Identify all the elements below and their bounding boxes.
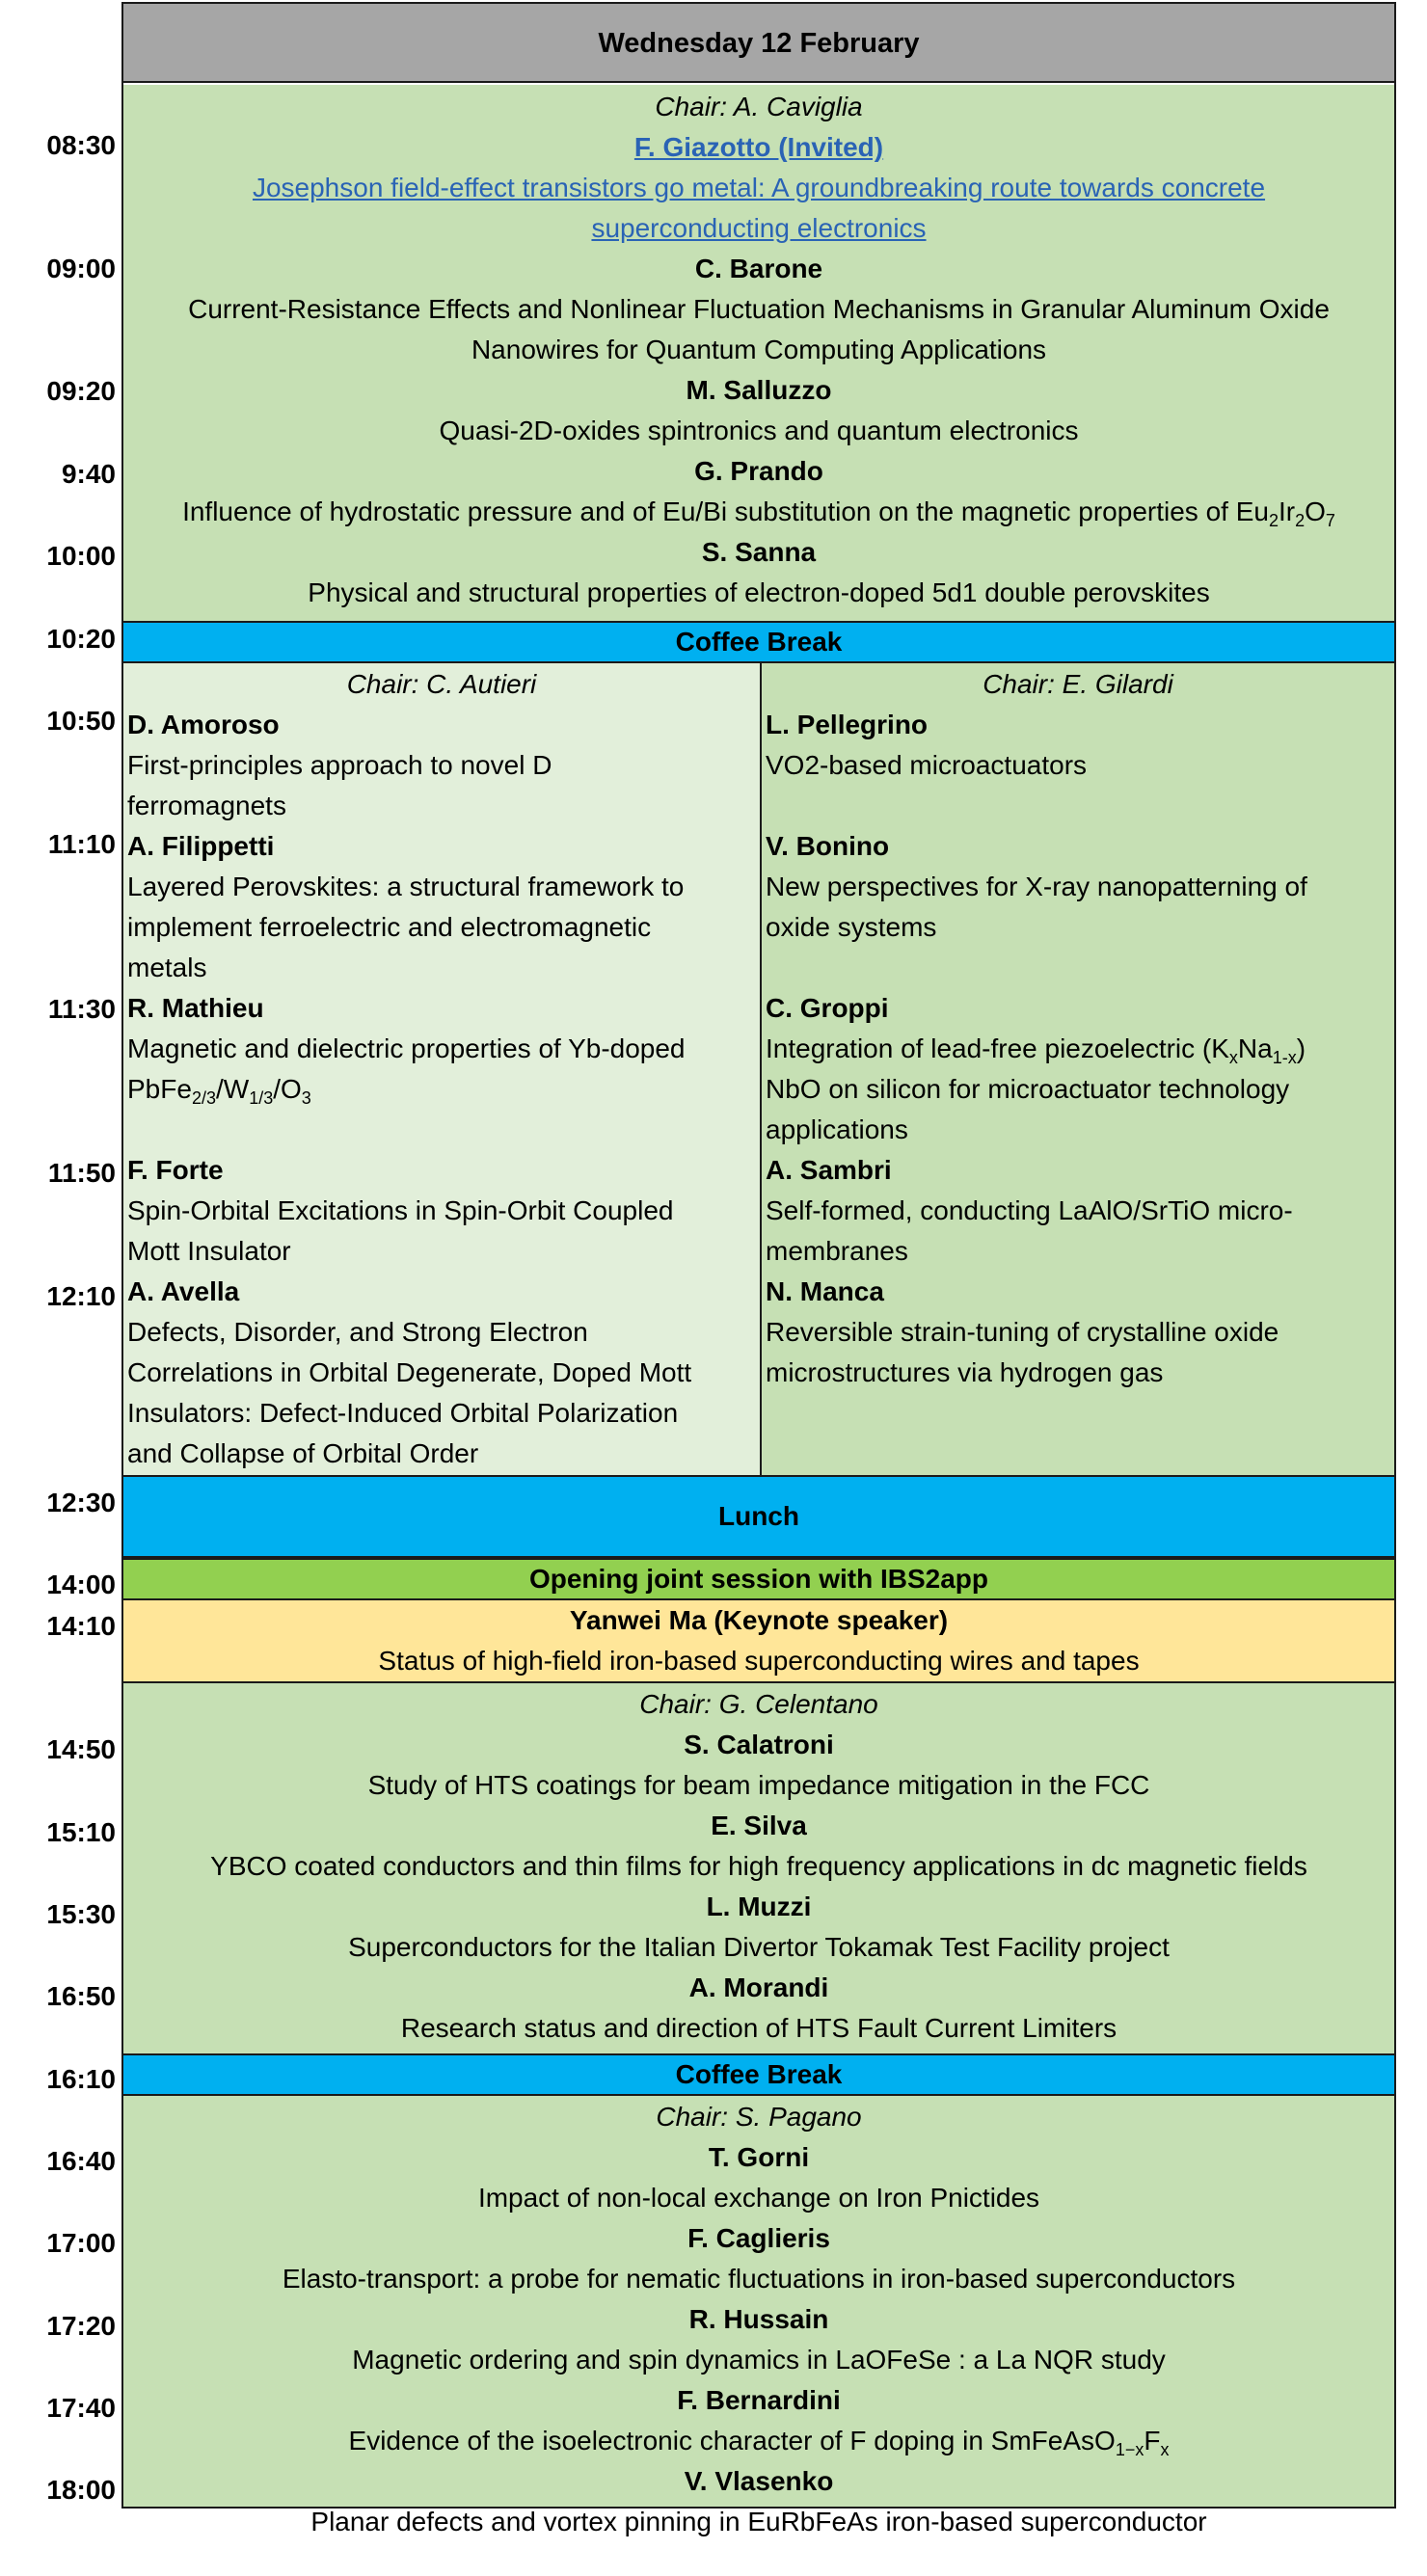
time-label: 16:50 [46, 1981, 116, 2011]
schedule-table [121, 2, 1396, 2536]
talk-title: First-principles approach to novel D [127, 750, 552, 780]
talk-speaker: N. Manca [766, 1276, 884, 1306]
talk-speaker: M. Salluzzo [686, 375, 832, 405]
talk-title: applications [766, 1114, 908, 1144]
session-morning [123, 85, 1394, 621]
talk-title: Superconductors for the Italian Divertor Tokamak Test Facility project [348, 1932, 1170, 1962]
time-label: 12:10 [46, 1281, 116, 1311]
talk-speaker: A. Filippetti [127, 831, 275, 861]
talk-speaker: V. Vlasenko [684, 2466, 834, 2496]
talk-title: Influence of hydrostatic pressure and of Eu/Bi substitution on the magnetic properties of $Eu_2Ir_2O_7$ [182, 496, 1335, 530]
session-chair: Chair: S. Pagano [656, 2102, 862, 2132]
talk-title: Quasi-2D-oxides spintronics and quantum electronics [439, 416, 1079, 445]
session-chair: Chair: G. Celentano [639, 1689, 878, 1719]
parallel-left [123, 663, 762, 1475]
time-label: 12:30 [46, 1488, 116, 1517]
talk-title: New perspectives for X-ray nanopatterning of [766, 872, 1307, 901]
keynote-title: Status of high-field iron-based superconducting wires and tapes [378, 1646, 1140, 1676]
talk-title: VO2-based microactuators [766, 750, 1088, 780]
blank-line [762, 948, 1394, 988]
time-label: 10:50 [46, 706, 116, 736]
talk-title: Insulators: Defect-Induced Orbital Polarization [127, 1398, 679, 1428]
time-label: 16:40 [46, 2146, 116, 2176]
talk-speaker: A. Sambri [766, 1155, 892, 1185]
talk-title-link[interactable]: superconducting electronics [591, 213, 927, 243]
time-label: 18:00 [46, 2475, 116, 2505]
blank-line [123, 1110, 760, 1150]
parallel-right [762, 663, 1394, 1475]
talk-speaker: F. Forte [127, 1155, 224, 1185]
talk-speaker: R. Mathieu [127, 993, 264, 1023]
talk-title: Self-formed, conducting LaAlO/SrTiO micro- [766, 1195, 1293, 1225]
keynote-speaker: Yanwei Ma (Keynote speaker) [569, 1605, 949, 1635]
talk-title: oxide systems [766, 912, 937, 942]
talk-speaker: S. Calatroni [684, 1730, 834, 1759]
time-label: 11:50 [47, 1158, 116, 1188]
talk-title: Spin-Orbital Excitations in Spin-Orbit Coupled [127, 1195, 674, 1225]
session-evening [123, 2096, 1394, 2536]
talk-title: Evidence of the isoelectronic character of F doping in $SmFeAsO_{1-x}F_x$ [348, 2426, 1170, 2459]
session-chair: Chair: C. Autieri [346, 669, 537, 699]
time-label: 14:00 [46, 1570, 116, 1599]
coffee-break: Coffee Break [123, 621, 1394, 663]
time-label: 11:30 [47, 994, 116, 1024]
talk-title: Mott Insulator [127, 1236, 291, 1266]
talk-speaker: S. Sanna [701, 537, 817, 567]
time-label: 11:10 [47, 829, 116, 859]
talk-title: Integration of lead-free piezoelectric $(K_xNa_{1-x})$ [766, 1033, 1306, 1067]
time-label: 16:10 [46, 2064, 116, 2094]
talk-title: Elasto-transport: a probe for nematic fluctuations in iron-based superconductors [282, 2264, 1236, 2294]
talk-speaker: R. Hussain [688, 2304, 829, 2334]
time-label: 10:20 [46, 624, 116, 654]
talk-title: $PbFe_{2/3}/W_{1/3}/O_3$ [127, 1074, 311, 1108]
lunch-break: Lunch [123, 1475, 1394, 1558]
talk-title: YBCO coated conductors and thin films for high frequency applications in dc magnetic fields [210, 1851, 1307, 1881]
talk-title: NbO on silicon for microactuator technology [766, 1074, 1290, 1104]
talk-title: Reversible strain-tuning of crystalline oxide [766, 1317, 1279, 1347]
talk-speaker: A. Avella [127, 1276, 240, 1306]
talk-title: and Collapse of Orbital Order [127, 1438, 479, 1468]
talk-speaker: E. Silva [711, 1811, 807, 1840]
talk-speaker: D. Amoroso [127, 710, 280, 739]
time-column [0, 0, 120, 2576]
time-label: 17:00 [46, 2228, 116, 2258]
talk-title: ferromagnets [127, 791, 286, 820]
coffee-break: Coffee Break [123, 2053, 1394, 2096]
talk-speaker: F. Caglieris [687, 2223, 830, 2253]
time-label: 09:20 [46, 376, 116, 406]
session-afternoon [123, 1683, 1394, 2053]
blank-line [762, 786, 1394, 826]
talk-speaker: T. Gorni [708, 2142, 810, 2172]
time-label: 15:30 [46, 1899, 116, 1929]
talk-title: membranes [766, 1236, 908, 1266]
time-label: 09:00 [46, 254, 116, 283]
time-label: 17:20 [46, 2311, 116, 2341]
talk-title: Layered Perovskites: a structural framework to [127, 872, 685, 901]
day-header: Wednesday 12 February [123, 4, 1394, 83]
talk-title: implement ferroelectric and electromagnetic [127, 912, 652, 942]
talk-title: microstructures via hydrogen gas [766, 1357, 1164, 1387]
time-label: 15:10 [46, 1817, 116, 1847]
talk-title: Physical and structural properties of electron-doped 5d1 double perovskites [308, 577, 1210, 607]
opening-session: Opening joint session with IBS2app [123, 1558, 1394, 1600]
talk-title: Planar defects and vortex pinning in EuRbFeAs iron-based superconductor [310, 2507, 1207, 2536]
talk-speaker-link[interactable]: F. Giazotto (Invited) [633, 132, 884, 162]
talk-speaker: V. Bonino [766, 831, 890, 861]
talk-title: Research status and direction of HTS Fault Current Limiters [400, 2013, 1117, 2043]
talk-title: Magnetic ordering and spin dynamics in LaOFeSe : a La NQR study [352, 2345, 1166, 2375]
talk-title: Defects, Disorder, and Strong Electron [127, 1317, 588, 1347]
talk-speaker: L. Muzzi [706, 1892, 812, 1921]
time-label: 14:10 [46, 1611, 116, 1641]
session-chair: Chair: A. Caviglia [655, 92, 863, 121]
talk-title: metals [127, 953, 207, 982]
time-label: 17:40 [46, 2393, 116, 2423]
session-chair: Chair: E. Gilardi [983, 669, 1173, 699]
time-label: 08:30 [46, 130, 116, 160]
talk-title: Current-Resistance Effects and Nonlinear Fluctuation Mechanisms in Granular Aluminum Oxide [188, 294, 1330, 324]
talk-title: Correlations in Orbital Degenerate, Doped Mott [127, 1357, 692, 1387]
time-label: 10:00 [46, 541, 116, 571]
talk-title: Study of HTS coatings for beam impedance mitigation in the FCC [367, 1770, 1150, 1800]
talk-title-link[interactable]: Josephson field-effect transistors go metal: A groundbreaking route towards concrete [252, 173, 1266, 202]
talk-speaker: L. Pellegrino [766, 710, 929, 739]
talk-speaker: G. Prando [694, 456, 823, 486]
talk-speaker: A. Morandi [688, 1972, 829, 2002]
talk-speaker: F. Bernardini [677, 2385, 841, 2415]
parallel-sessions [123, 663, 1394, 1475]
talk-speaker: C. Groppi [766, 993, 889, 1023]
keynote-block [123, 1600, 1394, 1683]
time-label: 14:50 [46, 1734, 116, 1764]
talk-speaker: C. Barone [694, 254, 823, 283]
talk-title: Impact of non-local exchange on Iron Pnictides [477, 2183, 1040, 2213]
talk-title: Magnetic and dielectric properties of Yb-doped [127, 1033, 686, 1063]
talk-title: Nanowires for Quantum Computing Applications [471, 335, 1047, 364]
time-label: 9:40 [61, 459, 116, 489]
